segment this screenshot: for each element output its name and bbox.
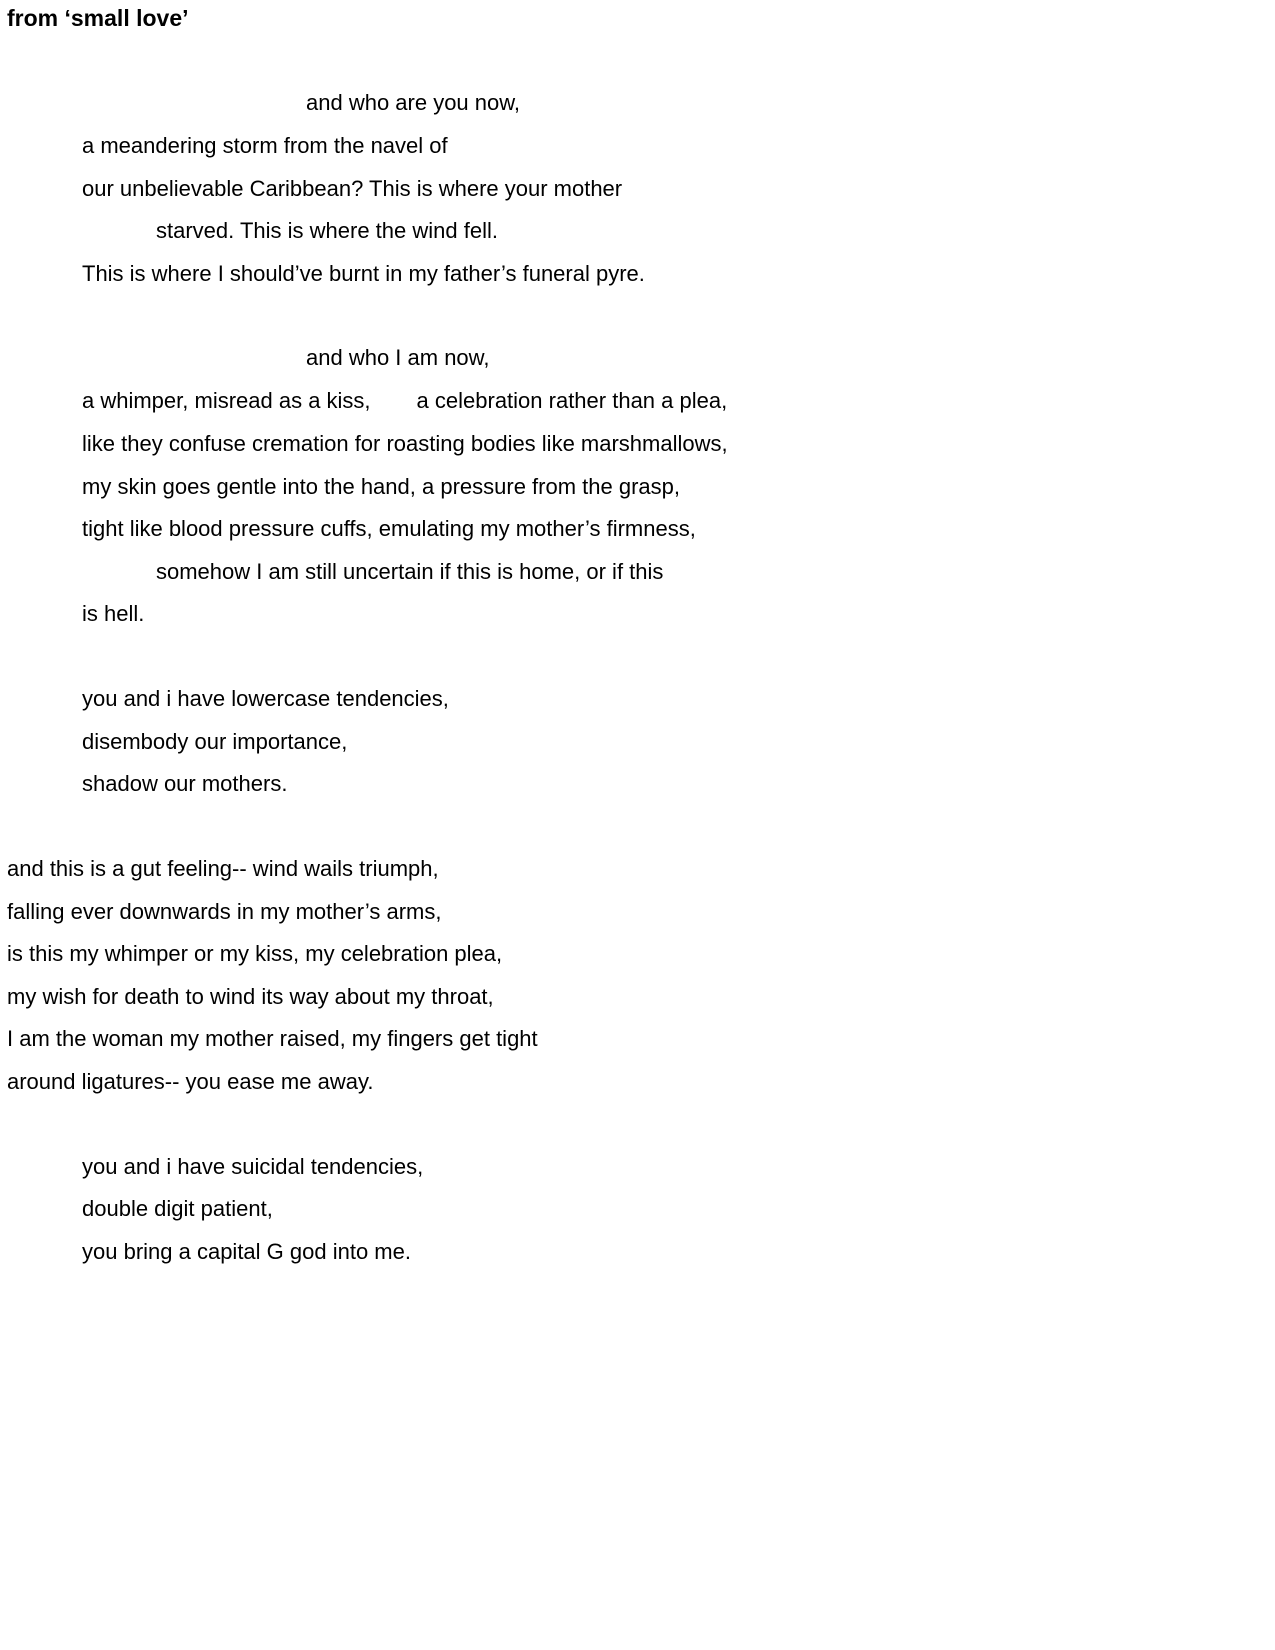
poem-line: and who are you now, [306, 90, 521, 115]
poem-line: starved. This is where the wind fell. [156, 218, 498, 243]
poem-line: a meandering storm from the navel of [82, 133, 448, 158]
poem-line: around ligatures-- you ease me away. [7, 1069, 374, 1094]
poem-title: from ‘small love’ [7, 5, 189, 31]
poem-line: is hell. [82, 601, 145, 626]
poem-line: shadow our mothers. [82, 771, 288, 796]
poem-line-part: a whimper, misread as a kiss, [82, 388, 371, 413]
poem-line: our unbelievable Caribbean? This is where your mother [82, 176, 623, 201]
poem-line: like they confuse cremation for roasting bodies like marshmallows, [82, 431, 728, 456]
poem-line: double digit patient, [82, 1196, 273, 1221]
poem-line: tight like blood pressure cuffs, emulating my mother’s firmness, [82, 516, 696, 541]
poem-line [82, 387, 727, 415]
poem-line: and who I am now, [306, 345, 490, 370]
poem-line: you and i have lowercase tendencies, [82, 686, 449, 711]
poem-line: my wish for death to wind its way about my throat, [7, 984, 494, 1009]
poem-line: This is where I should’ve burnt in my father’s funeral pyre. [82, 261, 645, 286]
poem-line: disembody our importance, [82, 729, 348, 754]
poem-line: falling ever downwards in my mother’s arms, [7, 899, 442, 924]
poem-line: I am the woman my mother raised, my fingers get tight [7, 1026, 538, 1051]
poem-line: you and i have suicidal tendencies, [82, 1154, 424, 1179]
poem-line-part: a celebration rather than a plea, [416, 388, 728, 413]
poem-line: is this my whimper or my kiss, my celebration plea, [7, 941, 503, 966]
poem-line: and this is a gut feeling-- wind wails triumph, [7, 856, 439, 881]
poem-line: somehow I am still uncertain if this is home, or if this [156, 559, 664, 584]
poem-line: you bring a capital G god into me. [82, 1239, 411, 1264]
poem-line: my skin goes gentle into the hand, a pressure from the grasp, [82, 474, 680, 499]
